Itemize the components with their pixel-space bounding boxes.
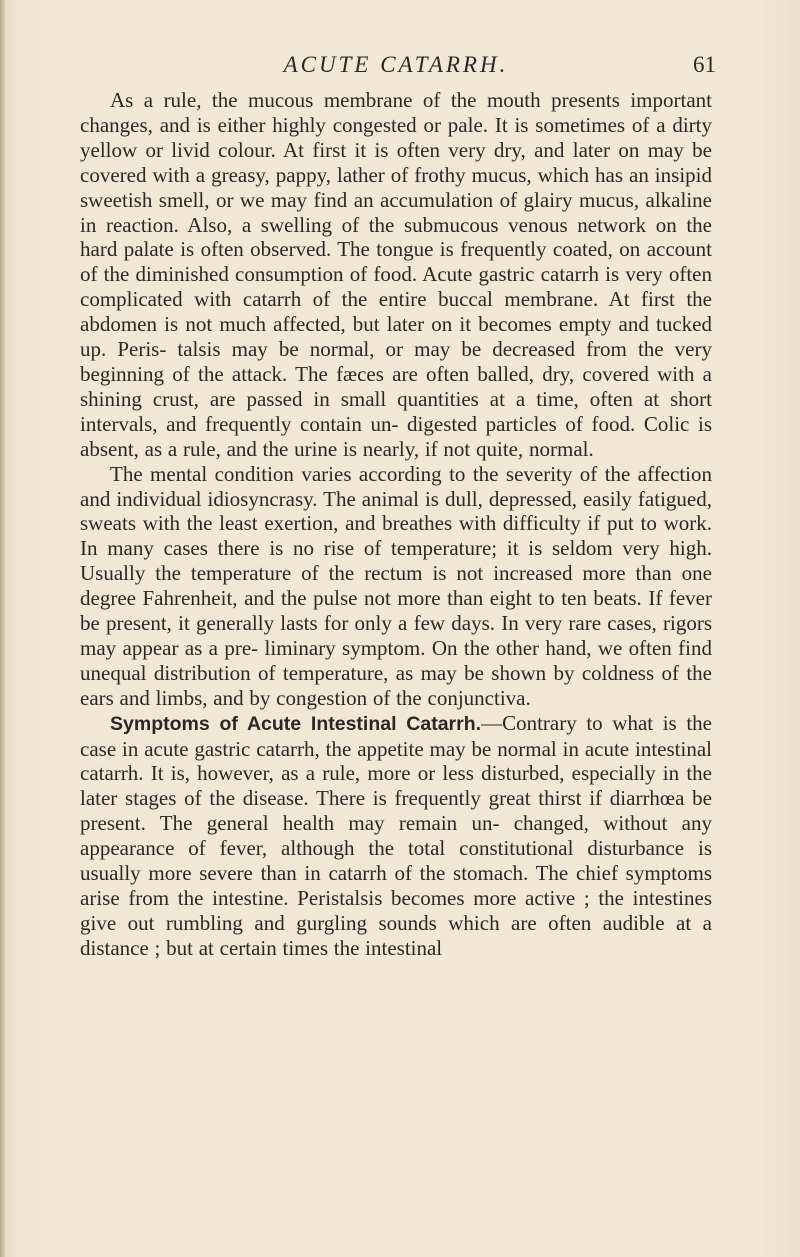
section-heading: Symptoms of Acute Intestinal Catarrh. — [110, 712, 482, 735]
paragraph-mental-condition: The mental condition varies according to the severity of the affection and individual idiosyncrasy. The animal is dull, depressed, easily fatigued, sweats with the least exertion, and breathes with difficulty if put to work. In many cases there is no rise of temperature; it is seldom very high. Usually the temperature of the rectum is not increased more than one degree Fahrenheit, and the pulse not more than eight to ten beats. If fever be present, it generally lasts for only a few days. In very rare cases, rigors may appear as a pre- liminary symptom. On the other hand, we often find unequal distribution of temperature, as may be shown by coldness of the ears and limbs, and by congestion of the conjunctiva. — [80, 461, 712, 710]
section-text: —Contrary to what is the case in acute gastric catarrh, the appetite may be normal in acute intestinal catarrh. It is, however, as a rule, more or less disturbed, especially in the later stages of the disease. There is frequently great thirst if diarrhœa be present. The general health may remain un- changed, without any appearance of fever, although the total constitutional disturbance is usually more severe than in catarrh of the stomach. The chief symptoms arise from the intestine. Peristalsis becomes more active ; the intestines give out rumbling and gurgling sounds which are often audible at a distance ; but at certain times the intestinal — [80, 710, 712, 960]
page-number: 61 — [693, 52, 716, 77]
paragraph-mouth-symptoms: As a rule, the mucous membrane of the mouth presents important changes, and is either highly congested or pale. It is sometimes of a dirty yellow or livid colour. At first it is often very dry, and later on may be covered with a greasy, pappy, lather of frothy mucus, which has an insipid sweetish smell, or we may find an accumulation of glairy mucus, alkaline in reaction. Also, a swelling of the submucous venous network on the hard palate is often observed. The tongue is frequently coated, on account of the diminished consumption of food. Acute gastric catarrh is very often complicated with catarrh of the entire buccal membrane. At first the abdomen is not much affected, but later on it becomes empty and tucked up. Peris- talsis may be normal, or may be decreased from the very beginning of the attack. The fæces are often balled, dry, covered with a shining crust, are passed in small quantities at a time, often at short intervals, and frequently contain un- digested particles of food. Colic is absent, as a rule, and the urine is nearly, if not quite, normal. — [80, 88, 712, 461]
section-intestinal-catarrh — [80, 711, 712, 961]
page-spine-edge — [0, 0, 5, 1257]
body-text — [80, 88, 712, 961]
running-title: ACUTE CATARRH. — [283, 52, 509, 77]
page-header — [80, 52, 716, 82]
